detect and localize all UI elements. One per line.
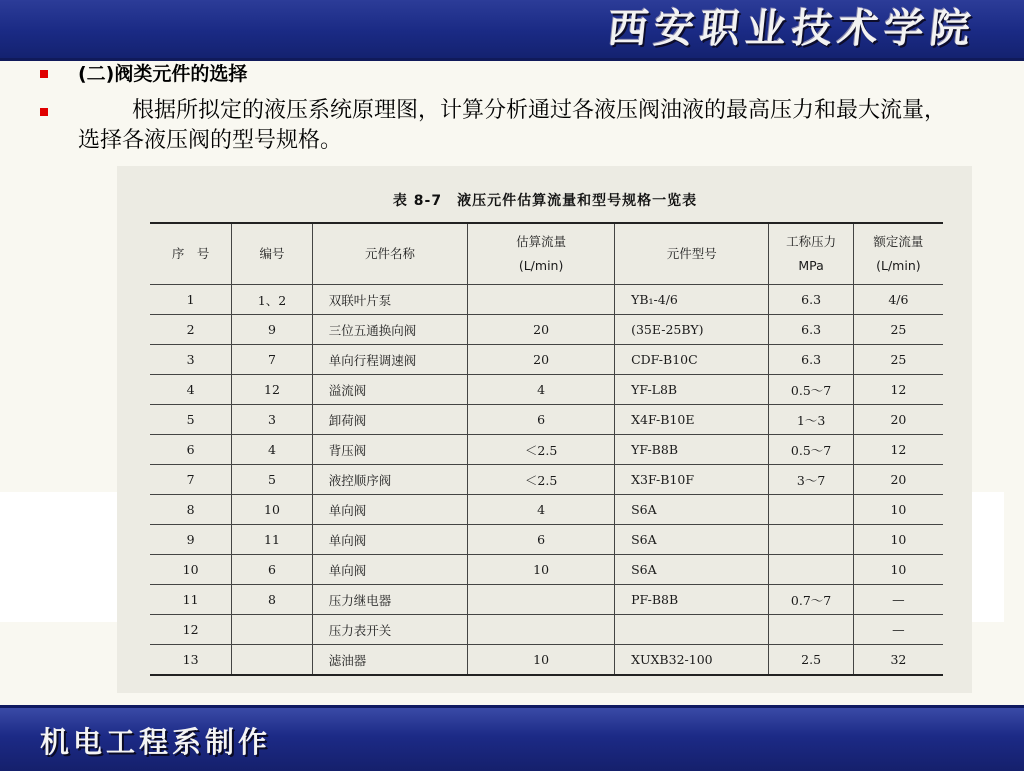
cell-rated-flow: 4/6 (853, 285, 943, 315)
cell-model: YF-L8B (615, 375, 769, 405)
cell-code: 5 (232, 465, 313, 495)
column-header-rated-flow: 额定流量 (L/min) (853, 223, 943, 285)
cell-seq: 10 (150, 555, 232, 585)
cell-flow: 10 (468, 645, 615, 676)
table-body (150, 285, 943, 676)
cell-name: 三位五通换向阀 (312, 315, 467, 345)
cell-rated-flow: 20 (853, 405, 943, 435)
cell-rated-flow: 20 (853, 465, 943, 495)
cell-code: 12 (232, 375, 313, 405)
cell-code (232, 645, 313, 676)
cell-rated-flow: 25 (853, 315, 943, 345)
cell-rated-flow: 10 (853, 525, 943, 555)
cell-code: 6 (232, 555, 313, 585)
cell-name: 单向阀 (312, 555, 467, 585)
college-name-logo: 西安职业技术学院 (605, 5, 979, 52)
bullet-icon (40, 70, 48, 78)
cell-seq: 9 (150, 525, 232, 555)
cell-name: 双联叶片泵 (312, 285, 467, 315)
cell-pressure: 6.3 (769, 345, 853, 375)
cell-pressure: 6.3 (769, 315, 853, 345)
table-row (150, 585, 943, 615)
cell-name: 背压阀 (312, 435, 467, 465)
cell-rated-flow: 12 (853, 435, 943, 465)
cell-pressure (769, 615, 853, 645)
table-row (150, 555, 943, 585)
cell-code: 1、2 (232, 285, 313, 315)
table-row (150, 435, 943, 465)
cell-model: X3F-B10F (615, 465, 769, 495)
cell-code: 11 (232, 525, 313, 555)
cell-flow: 4 (468, 375, 615, 405)
cell-model: (35E-25BY) (615, 315, 769, 345)
table-row (150, 645, 943, 676)
cell-name: 卸荷阀 (312, 405, 467, 435)
footer-bar (0, 705, 1024, 771)
cell-name: 单向行程调速阀 (312, 345, 467, 375)
cell-rated-flow: — (853, 615, 943, 645)
cell-model: XUXB32-100 (615, 645, 769, 676)
department-name: 机电工程系制作 (40, 725, 272, 759)
cell-seq: 13 (150, 645, 232, 676)
cell-seq: 4 (150, 375, 232, 405)
cell-name: 滤油器 (312, 645, 467, 676)
slide-heading: (二)阀类元件的选择 (78, 63, 248, 85)
cell-seq: 2 (150, 315, 232, 345)
column-header-model: 元件型号 (615, 223, 769, 285)
column-header-code: 编号 (232, 223, 313, 285)
cell-rated-flow: 25 (853, 345, 943, 375)
header-bar (0, 0, 1024, 61)
cell-seq: 5 (150, 405, 232, 435)
cell-flow: 4 (468, 495, 615, 525)
table-row (150, 345, 943, 375)
cell-name: 压力继电器 (312, 585, 467, 615)
cell-name: 溢流阀 (312, 375, 467, 405)
cell-rated-flow: 10 (853, 495, 943, 525)
cell-flow: 10 (468, 555, 615, 585)
cell-seq: 1 (150, 285, 232, 315)
cell-pressure: 1～3 (769, 405, 853, 435)
cell-flow (468, 285, 615, 315)
table-row (150, 615, 943, 645)
cell-pressure: 0.5～7 (769, 375, 853, 405)
cell-rated-flow: 12 (853, 375, 943, 405)
cell-code: 10 (232, 495, 313, 525)
column-header-pressure: 工称压力 MPa (769, 223, 853, 285)
cell-flow: ＜2.5 (468, 435, 615, 465)
cell-flow: 20 (468, 345, 615, 375)
cell-flow: 6 (468, 525, 615, 555)
cell-code: 3 (232, 405, 313, 435)
cell-pressure: 2.5 (769, 645, 853, 676)
cell-code: 9 (232, 315, 313, 345)
cell-pressure: 0.5～7 (769, 435, 853, 465)
table-row (150, 525, 943, 555)
cell-flow: 6 (468, 405, 615, 435)
cell-seq: 7 (150, 465, 232, 495)
column-header-seq: 序 号 (150, 223, 232, 285)
cell-flow: ＜2.5 (468, 465, 615, 495)
cell-seq: 12 (150, 615, 232, 645)
cell-name: 液控顺序阀 (312, 465, 467, 495)
column-header-name: 元件名称 (312, 223, 467, 285)
cell-model: S6A (615, 555, 769, 585)
cell-code: 7 (232, 345, 313, 375)
cell-model: YB₁-4/6 (615, 285, 769, 315)
cell-name: 单向阀 (312, 525, 467, 555)
cell-rated-flow: — (853, 585, 943, 615)
table-row (150, 375, 943, 405)
cell-name: 压力表开关 (312, 615, 467, 645)
cell-model: PF-B8B (615, 585, 769, 615)
table-row (150, 285, 943, 315)
column-header-flow: 估算流量 (L/min) (468, 223, 615, 285)
table-row (150, 315, 943, 345)
cell-rated-flow: 32 (853, 645, 943, 676)
cell-seq: 6 (150, 435, 232, 465)
cell-name: 单向阀 (312, 495, 467, 525)
cell-code (232, 615, 313, 645)
cell-model: X4F-B10E (615, 405, 769, 435)
cell-seq: 11 (150, 585, 232, 615)
table-header-row (150, 223, 943, 285)
cell-model: YF-B8B (615, 435, 769, 465)
cell-flow (468, 585, 615, 615)
cell-model: CDF-B10C (615, 345, 769, 375)
cell-rated-flow: 10 (853, 555, 943, 585)
cell-pressure (769, 525, 853, 555)
table-row (150, 495, 943, 525)
cell-flow (468, 615, 615, 645)
cell-model: S6A (615, 525, 769, 555)
cell-pressure: 6.3 (769, 285, 853, 315)
cell-code: 4 (232, 435, 313, 465)
slide-paragraph: 根据所拟定的液压系统原理图，计算分析通过各液压阀油液的最高压力和最大流量，选择各液压阀的型号规格。 (78, 98, 947, 153)
cell-flow: 20 (468, 315, 615, 345)
cell-code: 8 (232, 585, 313, 615)
cell-model: S6A (615, 495, 769, 525)
component-spec-table (150, 222, 943, 676)
cell-seq: 8 (150, 495, 232, 525)
table-row (150, 405, 943, 435)
cell-pressure (769, 495, 853, 525)
cell-model (615, 615, 769, 645)
cell-pressure (769, 555, 853, 585)
table-title: 表 8-7 液压元件估算流量和型号规格一览表 (392, 193, 698, 209)
table-row (150, 465, 943, 495)
cell-seq: 3 (150, 345, 232, 375)
cell-pressure: 3～7 (769, 465, 853, 495)
cell-pressure: 0.7～7 (769, 585, 853, 615)
bullet-icon (40, 108, 48, 116)
